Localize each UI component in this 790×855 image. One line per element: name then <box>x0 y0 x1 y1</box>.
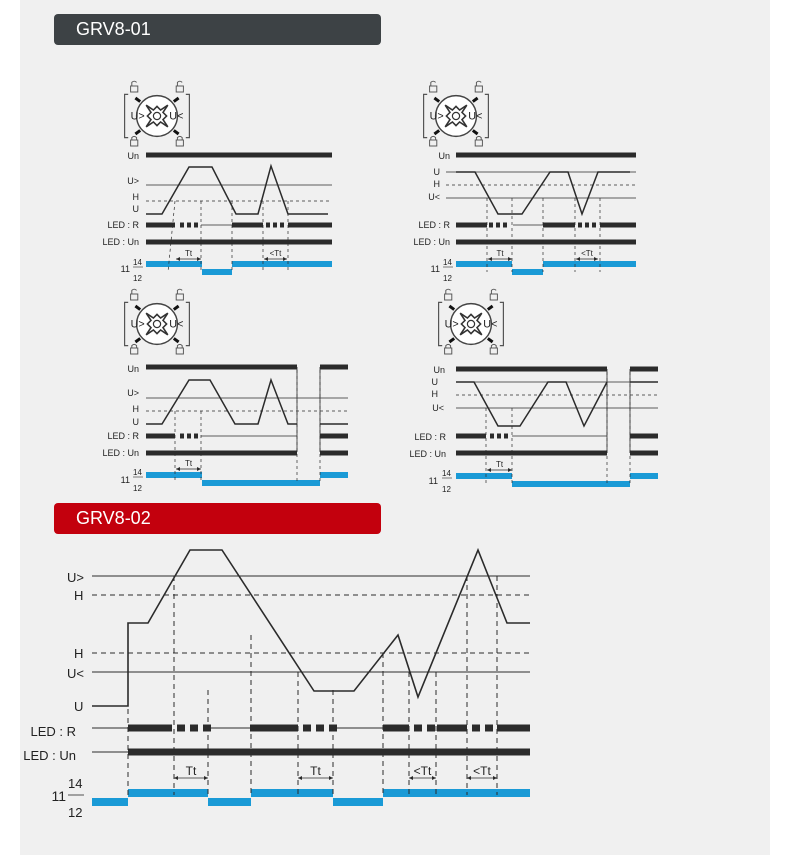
led-blink-segment <box>585 223 589 228</box>
led-un-label: LED : Un <box>102 448 139 458</box>
relay-output-segment <box>146 472 202 478</box>
c11-label: 11 <box>120 475 130 485</box>
led-r-label: LED : R <box>107 220 139 230</box>
led-blink-segment <box>303 725 311 732</box>
arrowhead <box>493 776 497 780</box>
led-bar <box>600 223 636 228</box>
led-bar <box>543 223 575 228</box>
dial-right-label: U< <box>483 318 498 331</box>
led-un-label: LED : Un <box>409 449 446 459</box>
h-label: H <box>74 646 84 661</box>
relay-output-segment <box>320 472 348 478</box>
led-bar <box>630 434 658 439</box>
voltage-trace <box>146 166 328 214</box>
relay-output-segment <box>202 480 320 486</box>
h-label: H <box>433 179 440 189</box>
c12-label: 12 <box>133 274 142 283</box>
u-label: U <box>74 699 84 714</box>
led-bar <box>128 725 172 732</box>
led-bar <box>232 223 263 228</box>
led-blink-segment <box>489 223 493 228</box>
led-r-label: LED : R <box>30 724 76 739</box>
tt-label: Tt <box>184 459 193 468</box>
h-label: H <box>132 192 139 202</box>
relay-output-segment <box>512 269 543 275</box>
led-bar <box>146 451 297 456</box>
arrowhead <box>204 776 208 780</box>
c14-label: 14 <box>68 776 83 791</box>
voltage-trace <box>456 382 607 426</box>
led-blink-segment <box>187 434 191 439</box>
led-blink-segment <box>427 725 435 732</box>
tt-label: Tt <box>496 249 504 258</box>
led-r-label: LED : R <box>418 220 450 230</box>
relay-output-segment <box>208 798 251 806</box>
c11-label: 11 <box>430 264 440 274</box>
led-blink-segment <box>504 434 508 439</box>
led-bar <box>146 223 175 228</box>
led-blink-segment <box>280 223 284 228</box>
relay-output-segment <box>146 261 202 267</box>
u-gt-label: U> <box>127 176 139 186</box>
u-lt-label: U< <box>432 403 444 413</box>
un-label: Un <box>438 151 450 161</box>
led-bar <box>146 434 175 439</box>
un-supply-bar <box>456 367 607 372</box>
grv8-01-banner: GRV8-01 <box>54 14 381 45</box>
dial-left-label: U> <box>130 110 145 123</box>
led-blink-segment <box>472 725 480 732</box>
led-blink-segment <box>194 223 198 228</box>
led-bar <box>250 725 298 732</box>
un-supply-bar <box>630 367 658 372</box>
arrowhead <box>283 257 287 261</box>
arrowhead <box>197 257 201 261</box>
c11-label: 11 <box>120 264 130 274</box>
u-lt-label: U< <box>428 192 440 202</box>
led-blink-segment <box>187 223 191 228</box>
un-label: Un <box>127 151 139 161</box>
h-label: H <box>74 588 84 603</box>
c14-label: 14 <box>133 258 142 267</box>
led-blink-segment <box>266 223 270 228</box>
c12-label: 12 <box>442 485 451 494</box>
c12-label: 12 <box>68 805 83 820</box>
u-lt-label: U< <box>67 666 84 681</box>
dial-right-label: U< <box>169 110 184 123</box>
grv8-02-banner: GRV8-02 <box>54 503 381 534</box>
relay-output-segment <box>128 789 208 797</box>
c14-label: 14 <box>443 258 452 267</box>
dial-left-label: U> <box>130 318 145 331</box>
un-supply-bar <box>320 365 348 370</box>
arrowhead <box>487 468 491 472</box>
relay-output-segment <box>512 481 630 487</box>
c14-label: 14 <box>442 469 451 478</box>
arrowhead <box>432 776 436 780</box>
arrowhead <box>298 776 302 780</box>
relay-output-segment <box>202 269 232 275</box>
led-blink-segment <box>194 434 198 439</box>
voltage-trace <box>456 172 630 214</box>
relay-output-segment <box>251 789 333 797</box>
u-label: U <box>433 167 440 177</box>
arrowhead <box>508 468 512 472</box>
relay-output-segment <box>630 473 658 479</box>
led-blink-segment <box>273 223 277 228</box>
led-blink-segment <box>490 434 494 439</box>
arrowhead <box>488 257 492 261</box>
h-label: H <box>431 389 438 399</box>
un-label: Un <box>433 365 445 375</box>
arrowhead <box>409 776 413 780</box>
arrowhead <box>576 257 580 261</box>
dial-left-label: U> <box>429 110 444 123</box>
led-bar <box>146 240 332 245</box>
c11-label: 11 <box>51 788 66 804</box>
c11-label: 11 <box>428 476 438 486</box>
voltage-trace <box>146 380 297 424</box>
voltage-trace-large <box>92 550 530 706</box>
arrowhead <box>176 257 180 261</box>
led-un-label: LED : Un <box>102 237 139 247</box>
tt-label: <Tt <box>473 764 491 778</box>
relay-output-segment <box>92 798 128 806</box>
relay-output-segment <box>383 789 530 797</box>
led-blink-segment <box>496 223 500 228</box>
h-label: H <box>132 404 139 414</box>
led-un-label: LED : Un <box>413 237 450 247</box>
arrowhead <box>176 467 180 471</box>
tt-label: <Tt <box>269 249 282 258</box>
arrowhead <box>467 776 471 780</box>
led-bar <box>128 749 530 756</box>
led-un-label: LED : Un <box>23 748 76 763</box>
un-supply-bar <box>456 153 636 158</box>
arrowhead <box>264 257 268 261</box>
arrowhead <box>508 257 512 261</box>
dial-right-label: U< <box>169 318 184 331</box>
relay-output-segment <box>456 473 512 479</box>
un-supply-bar <box>146 365 297 370</box>
led-bar <box>320 451 348 456</box>
led-bar <box>437 725 467 732</box>
led-blink-segment <box>503 223 507 228</box>
led-bar <box>456 240 636 245</box>
u-label: U <box>132 204 139 214</box>
arrowhead <box>594 257 598 261</box>
u-gt-label: U> <box>67 570 84 585</box>
led-bar <box>288 223 332 228</box>
led-blink-segment <box>316 725 324 732</box>
u-label: U <box>431 377 438 387</box>
relay-output-segment <box>456 261 512 267</box>
led-bar <box>383 725 409 732</box>
relay-output-segment <box>232 261 332 267</box>
led-bar <box>456 434 486 439</box>
led-blink-segment <box>578 223 582 228</box>
led-blink-segment <box>190 725 198 732</box>
dial-right-label: U< <box>468 110 483 123</box>
led-blink-segment <box>177 725 185 732</box>
led-blink-segment <box>180 223 184 228</box>
u-gt-label: U> <box>127 388 139 398</box>
un-supply-bar <box>146 153 332 158</box>
c12-label: 12 <box>133 484 142 493</box>
led-blink-segment <box>497 434 501 439</box>
led-blink-segment <box>592 223 596 228</box>
relay-output-segment <box>333 798 383 806</box>
arrowhead <box>174 776 178 780</box>
led-r-label: LED : R <box>107 431 139 441</box>
tt-label: <Tt <box>581 249 593 258</box>
led-blink-segment <box>203 725 211 732</box>
led-blink-segment <box>180 434 184 439</box>
u-label: U <box>132 417 139 427</box>
arrowhead <box>197 467 201 471</box>
arrowhead <box>329 776 333 780</box>
dial-left-label: U> <box>444 318 459 331</box>
led-bar <box>456 451 607 456</box>
led-bar <box>320 434 348 439</box>
c14-label: 14 <box>133 468 142 477</box>
led-bar <box>456 223 487 228</box>
tt-label: Tt <box>495 460 504 469</box>
led-r-label: LED : R <box>414 432 446 442</box>
tt-label: Tt <box>184 249 193 258</box>
relay-output-segment <box>543 261 636 267</box>
tt-label: Tt <box>185 764 197 778</box>
led-bar <box>497 725 530 732</box>
un-label: Un <box>127 364 139 374</box>
led-blink-segment <box>485 725 493 732</box>
tt-label: <Tt <box>413 764 432 778</box>
c12-label: 12 <box>443 274 452 283</box>
led-blink-segment <box>414 725 422 732</box>
led-bar <box>630 451 658 456</box>
tt-label: Tt <box>310 764 321 778</box>
